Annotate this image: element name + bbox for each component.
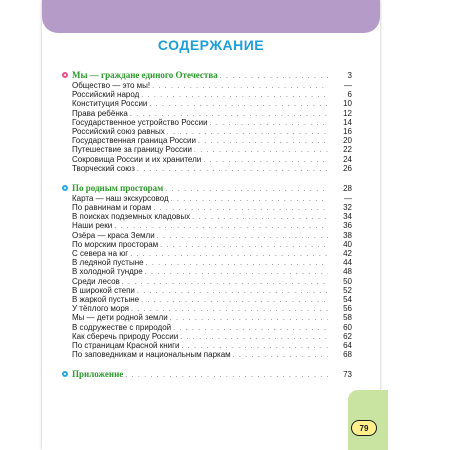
toc-item-label: В поисках подземных кладовых <box>72 212 191 222</box>
section-spacer <box>62 359 352 368</box>
toc-item-page: 26 <box>343 163 352 173</box>
toc-item[interactable] <box>62 145 352 154</box>
toc-item-page: 14 <box>343 117 352 127</box>
toc-item[interactable] <box>62 286 352 295</box>
toc-item-label: По заповедникам и национальным паркам <box>72 350 231 360</box>
toc-item[interactable] <box>62 194 352 203</box>
toc-item-label: У тёплого моря <box>72 304 130 314</box>
toc-item[interactable] <box>62 127 352 136</box>
toc-section[interactable] <box>62 69 352 81</box>
toc-item-page: 62 <box>343 331 352 341</box>
toc-item-page: 54 <box>343 294 352 304</box>
toc-item[interactable] <box>62 240 352 249</box>
toc-item-page: 58 <box>343 313 352 323</box>
toc-item[interactable] <box>62 136 352 145</box>
section-bullet-icon <box>62 72 68 78</box>
toc-item[interactable] <box>62 332 352 341</box>
section-title: По родным просторам <box>72 182 164 193</box>
toc-item-page: 16 <box>343 126 352 136</box>
toc-section[interactable] <box>62 182 352 194</box>
page-number-badge: 79 <box>351 420 377 436</box>
toc-item-label: В жаркой пустыне <box>72 294 140 304</box>
section-bullet-icon <box>62 185 68 191</box>
toc-item-label: Российский союз равных <box>72 126 165 136</box>
toc-item[interactable] <box>62 99 352 108</box>
toc-item-label: Озёра — краса Земли <box>72 230 155 240</box>
toc-item-page: 38 <box>343 230 352 240</box>
leader-dots <box>125 370 328 382</box>
toc-item-page: 36 <box>343 221 352 231</box>
page-title: СОДЕРЖАНИЕ <box>157 37 265 53</box>
toc-item-page: 56 <box>343 304 352 314</box>
toc-item-page: 6 <box>347 90 352 100</box>
toc-item-page: 24 <box>343 154 352 164</box>
toc-item-label: В содружестве с природой <box>72 322 172 332</box>
toc-item-page: 42 <box>343 249 352 258</box>
toc-item[interactable] <box>62 81 352 90</box>
section-page: 3 <box>347 71 352 80</box>
toc-item-label: Наши реки <box>72 221 113 231</box>
toc-item[interactable] <box>62 295 352 304</box>
toc-item-page: 12 <box>343 108 352 118</box>
header-band <box>42 0 380 33</box>
toc-item-page: 44 <box>343 258 352 268</box>
toc-item-page: 48 <box>343 267 352 277</box>
toc-item[interactable] <box>62 90 352 99</box>
toc-item-label: Творческий союз <box>72 163 135 173</box>
toc-item-page: 64 <box>343 340 352 350</box>
toc-item-label: Права ребёнка <box>72 108 128 118</box>
toc-item-label: По равнинам и горам <box>72 203 152 213</box>
toc-item[interactable] <box>62 323 352 332</box>
toc-item[interactable] <box>62 267 352 276</box>
toc-item-label: Государственное устройство России <box>72 117 208 127</box>
toc-item-label: Конституция России <box>72 99 148 109</box>
toc-item-label: Как сберечь природу России <box>72 331 179 341</box>
toc-section[interactable] <box>62 368 352 380</box>
toc-item[interactable] <box>62 277 352 286</box>
toc-item-label: Российский народ <box>72 90 140 100</box>
toc-item[interactable] <box>62 304 352 313</box>
toc-item[interactable] <box>62 341 352 350</box>
toc-item[interactable] <box>62 350 352 359</box>
toc-item[interactable] <box>62 231 352 240</box>
toc-item-page: — <box>344 81 352 90</box>
toc-item-label: В холодной тундре <box>72 267 143 277</box>
toc-item-page: 32 <box>343 203 352 213</box>
toc-item[interactable] <box>62 109 352 118</box>
toc-item-page: 34 <box>343 212 352 222</box>
toc-item[interactable] <box>62 258 352 267</box>
toc-item-label: С севера на юг <box>72 249 129 258</box>
toc-item-label: Мы — дети родной земли <box>72 313 168 323</box>
book-page <box>42 0 380 450</box>
toc-item-label: Государственная граница России <box>72 136 196 146</box>
toc-item-label: Общество — это мы! <box>72 81 151 90</box>
table-of-contents <box>62 69 352 380</box>
toc-item-label: Сокровища России и их хранители <box>72 154 202 164</box>
section-page: 28 <box>343 183 352 193</box>
toc-item-label: Карта — наш экскурсовод <box>72 193 169 203</box>
toc-item[interactable] <box>62 313 352 322</box>
toc-item-page: 22 <box>343 145 352 155</box>
toc-item[interactable] <box>62 155 352 164</box>
toc-item-page: 68 <box>343 350 352 360</box>
toc-item-page: 52 <box>343 285 352 295</box>
toc-item-page: 40 <box>343 239 352 249</box>
toc-item-label: Путешествие за границу России <box>72 145 192 155</box>
toc-item-label: По морским просторам <box>72 239 159 249</box>
toc-item[interactable] <box>62 249 352 258</box>
leader-dots <box>233 351 328 360</box>
toc-item-label: Среди лесов <box>72 276 120 286</box>
toc-item-page: — <box>344 193 352 203</box>
section-page: 73 <box>343 370 352 380</box>
toc-item-label: В широкой степи <box>72 285 135 295</box>
toc-item[interactable] <box>62 164 352 173</box>
section-spacer <box>62 173 352 182</box>
section-title: Мы — граждане единого Отечества <box>72 70 218 80</box>
toc-item-page: 10 <box>343 99 352 109</box>
toc-item[interactable] <box>62 221 352 230</box>
toc-item[interactable] <box>62 118 352 127</box>
toc-item-label: В ледяной пустыне <box>72 258 144 268</box>
leader-dots <box>137 165 328 174</box>
section-title: Приложение <box>72 369 124 380</box>
toc-item-page: 50 <box>343 276 352 286</box>
toc-item[interactable] <box>62 212 352 221</box>
toc-item[interactable] <box>62 203 352 212</box>
toc-item-page: 60 <box>343 322 352 332</box>
toc-item-page: 20 <box>343 136 352 146</box>
toc-item-label: По страницам Красной книги <box>72 340 180 350</box>
